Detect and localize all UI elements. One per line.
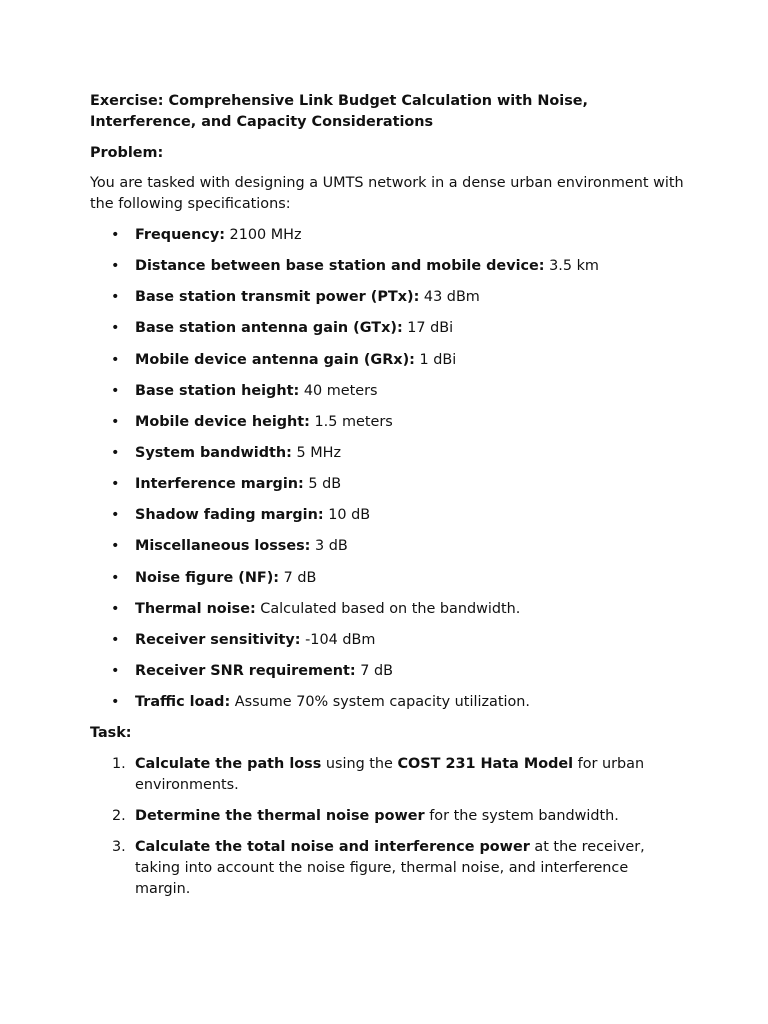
- bullet-icon: •: [111, 631, 120, 648]
- exercise-title: Exercise: Comprehensive Link Budget Calculation with Noise, Interference, and Capacity Considerations: [90, 93, 589, 130]
- bullet-icon: •: [111, 476, 120, 493]
- task-bold-1: Determine the thermal noise power: [135, 808, 425, 825]
- spec-label: Shadow fading margin:: [135, 507, 324, 524]
- spec-label: Noise figure (NF):: [135, 569, 280, 586]
- list-item: [90, 661, 686, 682]
- task-item: [90, 837, 686, 899]
- problem-heading: Problem:: [90, 144, 164, 161]
- bullet-icon: •: [111, 289, 120, 306]
- spec-value: 17 dBi: [402, 320, 454, 337]
- task-number: 3.: [112, 839, 126, 856]
- spec-value: 10 dB: [323, 507, 371, 524]
- task-text-1: for the system bandwidth.: [424, 808, 619, 825]
- list-item: [90, 568, 686, 589]
- spec-value: -104 dBm: [300, 631, 376, 648]
- problem-intro: You are tasked with designing a UMTS network in a dense urban environment with the following specifications:: [90, 175, 684, 213]
- task-text-1: using the: [321, 756, 398, 773]
- specification-list: [90, 225, 686, 713]
- list-item: [90, 474, 686, 495]
- spec-label: Receiver sensitivity:: [135, 631, 301, 648]
- spec-label: Distance between base station and mobile device:: [135, 258, 545, 275]
- list-item: [90, 443, 686, 464]
- list-item: [90, 412, 686, 433]
- list-item: [90, 505, 686, 526]
- spec-value: 40 meters: [299, 382, 378, 399]
- spec-label: Miscellaneous losses:: [135, 538, 311, 555]
- list-item: [90, 599, 686, 620]
- spec-label: Mobile device antenna gain (GRx):: [135, 351, 415, 368]
- spec-value: 5 dB: [303, 476, 342, 493]
- list-item: [90, 381, 686, 402]
- list-item: [90, 630, 686, 651]
- list-item: [90, 536, 686, 557]
- bullet-icon: •: [111, 694, 120, 711]
- task-number: 2.: [112, 808, 126, 825]
- spec-value: 3 dB: [310, 538, 348, 555]
- list-item: [90, 287, 686, 308]
- spec-value: 1 dBi: [414, 351, 457, 368]
- spec-label: Base station height:: [135, 382, 300, 399]
- document-body: [90, 91, 686, 910]
- task-bold-2: COST 231 Hata Model: [397, 756, 574, 773]
- bullet-icon: •: [111, 258, 120, 275]
- spec-value: 3.5 km: [544, 258, 599, 275]
- spec-label: Traffic load:: [135, 694, 231, 711]
- task-heading: Task:: [90, 725, 132, 742]
- bullet-icon: •: [111, 569, 120, 586]
- bullet-icon: •: [111, 226, 120, 243]
- spec-label: Mobile device height:: [135, 413, 310, 430]
- spec-label: System bandwidth:: [135, 444, 292, 461]
- bullet-icon: •: [111, 507, 120, 524]
- spec-label: Base station transmit power (PTx):: [135, 289, 420, 306]
- list-item: [90, 692, 686, 713]
- spec-label: Thermal noise:: [135, 600, 256, 617]
- spec-value: Assume 70% system capacity utilization.: [230, 694, 530, 711]
- bullet-icon: •: [111, 444, 120, 461]
- spec-label: Receiver SNR requirement:: [135, 662, 356, 679]
- spec-label: Base station antenna gain (GTx):: [135, 320, 403, 337]
- task-item: [90, 754, 686, 796]
- spec-value: 7 dB: [355, 662, 393, 679]
- spec-value: 1.5 meters: [309, 413, 393, 430]
- spec-value: 43 dBm: [419, 289, 480, 306]
- list-item: [90, 225, 686, 246]
- bullet-icon: •: [111, 538, 120, 555]
- task-number: 1.: [112, 756, 126, 773]
- bullet-icon: •: [111, 320, 120, 337]
- spec-value: 7 dB: [279, 569, 317, 586]
- spec-value: 5 MHz: [291, 444, 342, 461]
- list-item: [90, 256, 686, 277]
- bullet-icon: •: [111, 662, 120, 679]
- bullet-icon: •: [111, 413, 120, 430]
- spec-label: Frequency:: [135, 226, 225, 243]
- bullet-icon: •: [111, 382, 120, 399]
- list-item: [90, 318, 686, 339]
- task-text-1: at the receiver, taking into account the noise figure, thermal noise, and interference margin.: [135, 839, 645, 898]
- bullet-icon: •: [111, 600, 120, 617]
- list-item: [90, 350, 686, 371]
- task-bold-1: Calculate the path loss: [135, 756, 322, 773]
- spec-value: 2100 MHz: [224, 226, 302, 243]
- spec-label: Interference margin:: [135, 476, 304, 493]
- task-bold-1: Calculate the total noise and interference power: [135, 839, 530, 856]
- task-list: [90, 754, 686, 900]
- spec-value: Calculated based on the bandwidth.: [255, 600, 521, 617]
- task-text-2: for urban environments.: [135, 756, 645, 793]
- bullet-icon: •: [111, 351, 120, 368]
- task-item: [90, 806, 686, 827]
